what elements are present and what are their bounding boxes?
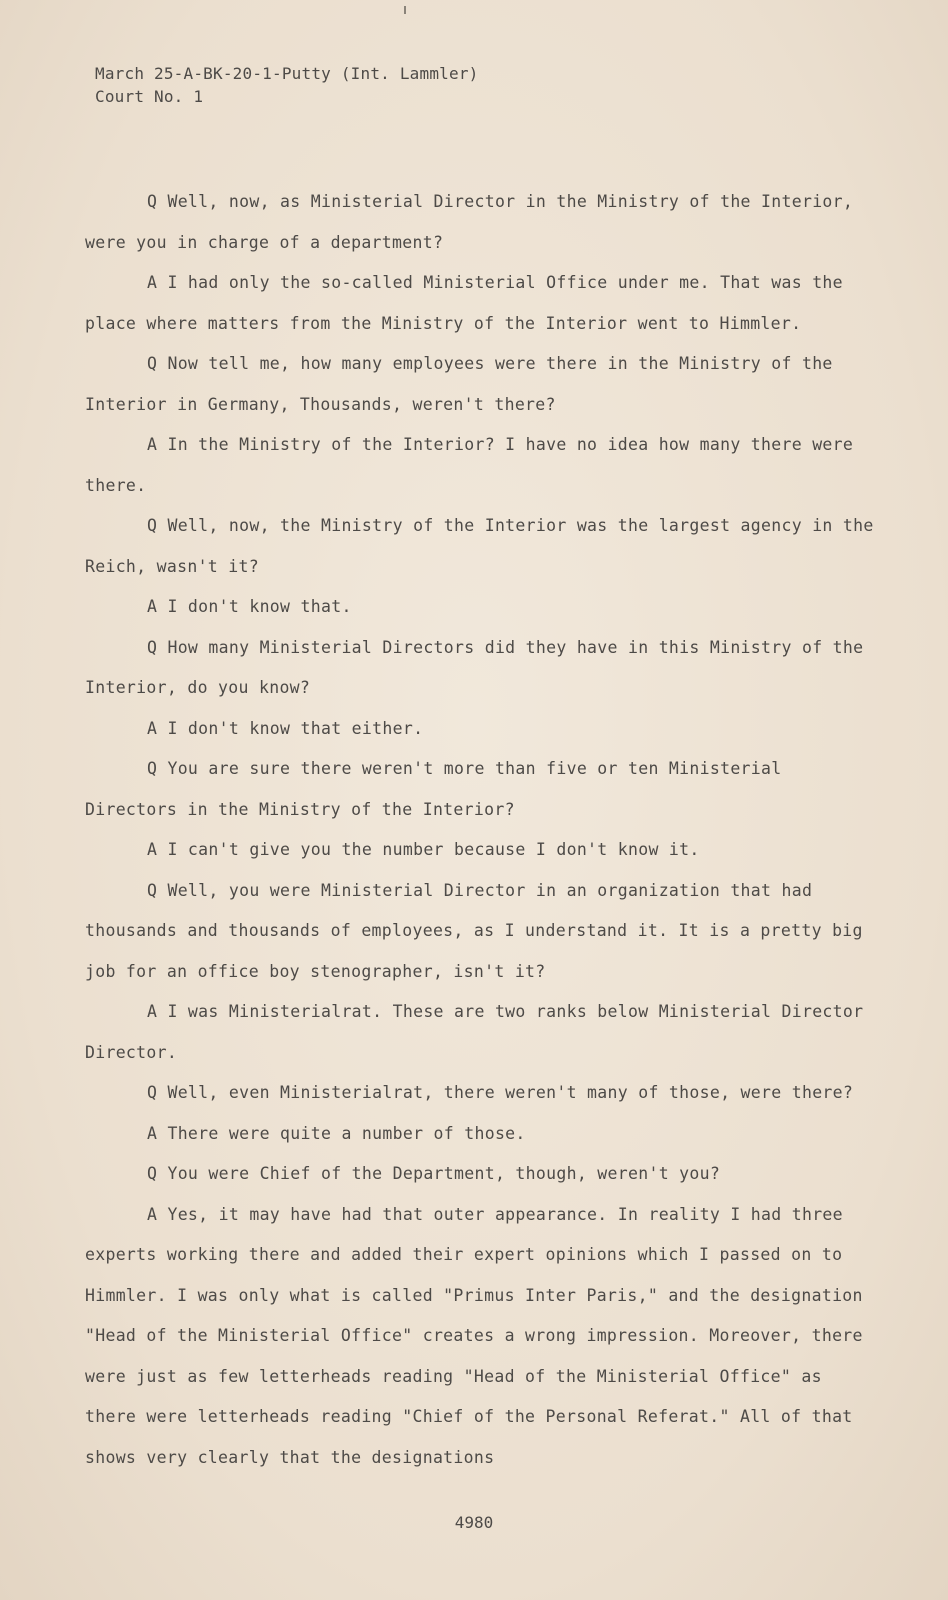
qa-paragraph: Q You are sure there weren't more than five or ten Ministerial Directors in the Ministry of the Interior? xyxy=(85,759,782,819)
page-number: 4980 xyxy=(454,1513,494,1532)
qa-paragraph: Q Well, now, as Ministerial Director in the Ministry of the Interior, were you in charge of a department? xyxy=(85,192,854,252)
header-line-2: Court No. 1 xyxy=(95,87,204,106)
qa-paragraph: A I don't know that either. xyxy=(147,718,424,738)
header-line-1: March 25-A-BK-20-1-Putty (Int. Lammler) xyxy=(95,64,479,83)
qa-paragraph: Q Well, even Ministerialrat, there weren't many of those, were there? xyxy=(147,1083,854,1102)
qa-paragraph: A I had only the so-called Ministerial Office under me. That was the place where matters from the Ministry of the Interior went to Himmler. xyxy=(85,273,843,333)
qa-paragraph: A I was Ministerialrat. These are two ranks below Ministerial Director Director. xyxy=(85,1002,864,1062)
punch-mark xyxy=(404,6,406,14)
qa-paragraph: Q Well, now, the Ministry of the Interior was the largest agency in the Reich, wasn't it? xyxy=(85,516,874,576)
qa-paragraph: Q How many Ministerial Directors did they have in this Ministry of the Interior, do you know? xyxy=(85,637,864,697)
qa-paragraph: Q Now tell me, how many employees were there in the Ministry of the Interior in Germany, Thousands, weren't there? xyxy=(85,354,833,414)
qa-paragraph: A There were quite a number of those. xyxy=(147,1123,526,1143)
qa-paragraph: A In the Ministry of the Interior? I have no idea how many there were there. xyxy=(85,435,854,495)
transcript-header xyxy=(95,62,478,108)
qa-paragraph: A Yes, it may have had that outer appearance. In reality I had three experts working there and added their expert opinions which I passed on to Himmler. I was only what is called "Primus Inter Paris," and the designation "Head of the Ministerial Office" creates a wrong impression. Moreover, there were just as few letterheads reading "Head of the Ministerial Office" as there were letterheads reading "Chief of the Personal Referat." All of that shows very clearly that the designations xyxy=(85,1204,863,1467)
qa-paragraph: Q You were Chief of the Department, though, weren't you? xyxy=(147,1164,721,1183)
qa-paragraph: Q Well, you were Ministerial Director in an organization that had thousands and thousands of employees, as I understand it. It is a pretty big job for an office boy stenographer, isn't it? xyxy=(85,880,863,981)
transcript-body xyxy=(85,182,875,1478)
qa-paragraph: A I don't know that. xyxy=(147,597,352,616)
qa-paragraph: A I can't give you the number because I don't know it. xyxy=(147,840,700,859)
